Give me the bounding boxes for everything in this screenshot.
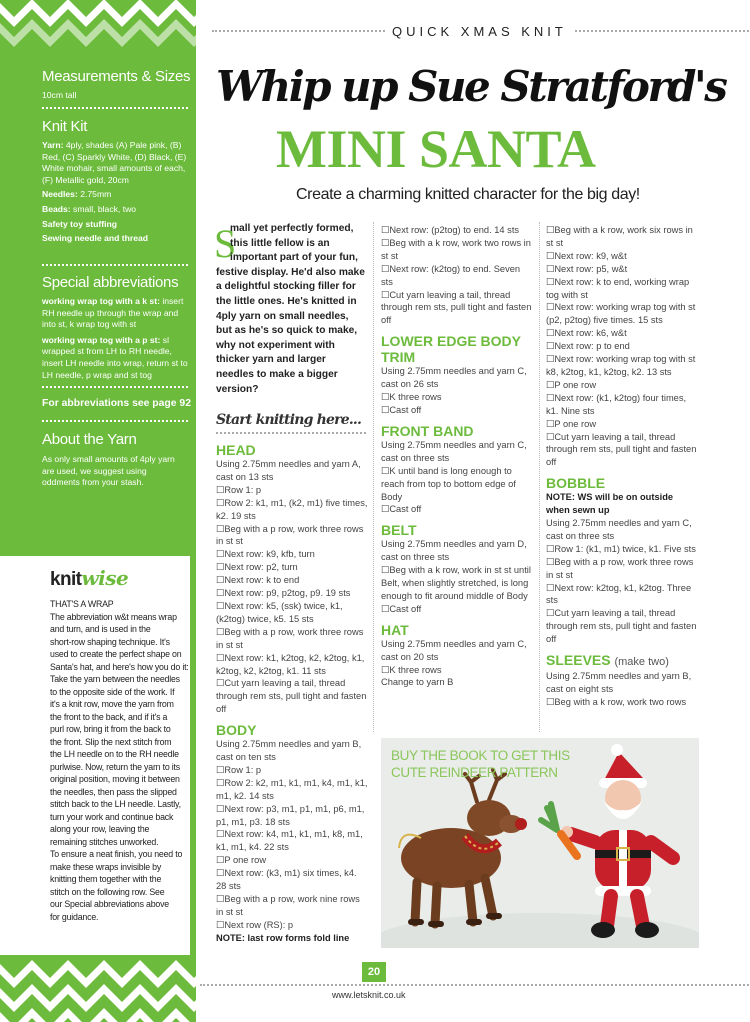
pattern-step: ☐ P one row (546, 418, 698, 431)
pattern-text: Change to yarn B (381, 677, 454, 688)
pattern-step: ☐ Next row: working wrap tog with st (p2, p2tog) five times. 15 sts (546, 301, 698, 327)
knitwise-line: remaining stitches unworked. (50, 836, 159, 847)
pattern-text: Using 2.75mm needles and yarn B, cast on eight sts (546, 671, 692, 694)
pattern-step: ☐ Next row: (p2tog) to end. 14 sts (381, 224, 533, 237)
section-heading: HEAD (216, 442, 256, 458)
section-heading: BOBBLE (546, 475, 606, 492)
pattern-step: ☐ Row 2: k2, m1, k1, m1, k4, m1, k1, m1, k2. 14 sts (216, 777, 368, 803)
section-heading: LOWER EDGE BODY TRIM (381, 333, 521, 366)
knitwise-line: turn your work and continue back (50, 811, 174, 822)
knitwise-text (50, 598, 190, 923)
knitwise-line: the LH needle on to the RH needle (50, 749, 179, 759)
pattern-step: ☐ Next row: k to end, working wrap tog with st (546, 276, 698, 302)
knitwise-line: to the opposite side of the work. If (50, 686, 175, 697)
pattern-step: ☐ Cut yarn leaving a tail, thread through rem sts, pull tight and fasten off (216, 677, 368, 716)
footer-rule (200, 984, 750, 986)
pattern-step: ☐ Beg with a p row, work nine rows in st st (216, 893, 368, 919)
knitwise-line: and turn, and is used in the (50, 624, 151, 634)
pattern-column-1 (216, 436, 368, 945)
section-heading: HAT (381, 621, 409, 638)
pattern-text: Using 2.75mm needles and yarn D, cast on three sts (381, 539, 527, 563)
kit-item-beads: Beads: small, black, two (42, 203, 137, 214)
pattern-step: ☐ Next row: k6, w&t (546, 327, 698, 340)
knitwise-heading: THAT'S A WRAP (50, 599, 114, 609)
pattern-step: ☐ Next row: p3, m1, p1, m1, p6, m1, p1, m1, p3. 18 sts (216, 803, 368, 829)
pattern-step: ☐ Next row: p9, p2tog, p9. 19 sts (216, 587, 368, 600)
pattern-step: ☐ Next row: (k2tog) to end. Seven sts (381, 263, 533, 289)
website-url[interactable]: www.letsknit.co.uk (332, 990, 406, 1000)
pattern-step: ☐ K until band is long enough to reach from top to bottom edge of Body (381, 465, 533, 504)
abbrev-item-k: working wrap tog with a k st: insert RH needle up through the wrap and into st, k wrap tog with st (42, 296, 184, 330)
section-heading: BELT (381, 522, 417, 539)
section-heading: FRONT BAND (381, 422, 474, 439)
pattern-step: ☐ Beg with a k row, work six rows in st st (546, 224, 698, 250)
pattern-step: ☐ Cut yarn leaving a tail, thread through rem sts, pull tight and fasten off (546, 607, 698, 646)
knitwise-line: along your row, leaving the (50, 824, 150, 834)
knitwise-side-bar (190, 556, 196, 955)
pattern-column-2 (381, 224, 533, 689)
knitwise-line: purlwise. Now, return the yarn to its (50, 761, 180, 772)
pattern-step: ☐ Row 1: p (216, 764, 368, 777)
title-line-2: MINI SANTA (276, 119, 596, 179)
section-heading: SLEEVES (make two) (546, 652, 669, 669)
pattern-step: ☐ Beg with a k row, work two rows (546, 696, 698, 709)
pattern-step: ☐ K three rows (381, 664, 533, 677)
page-number: 20 (362, 962, 386, 982)
abbrev-note: For abbreviations see page 92 (42, 398, 191, 409)
drop-cap: S (214, 221, 237, 266)
pattern-step: ☐ Next row: p2, turn (216, 561, 368, 574)
knit-pattern-bottom (0, 955, 196, 1022)
kit-item-stuffing: Safety toy stuffing (42, 218, 117, 229)
pattern-text: Using 2.75mm needles and yarn C, cast on three sts (381, 439, 527, 463)
pattern-step: ☐ Row 1: (k1, m1) twice, k1. Five sts (546, 543, 698, 556)
knitwise-line: knitting them together with the (50, 874, 162, 884)
pattern-text: Using 2.75mm needles and yarn C, cast on three sts (546, 518, 692, 541)
pattern-step: ☐ Next row: k to end (216, 574, 368, 587)
knitwise-line: stitch on the following row. See (50, 886, 165, 897)
pattern-step: ☐ Next row: k1, k2tog, k2, k2tog, k1, k2tog, k2, k2tog, k1. 11 sts (216, 652, 368, 678)
pattern-step: ☐ K three rows (381, 391, 533, 404)
divider (42, 264, 188, 266)
pattern-step: ☐ Next row (RS): p (216, 919, 368, 932)
knitwise-line: The abbreviation w&t means wrap (50, 611, 177, 622)
pattern-step: ☐ Beg with a p row, work three rows in st st (546, 556, 698, 582)
divider (216, 432, 366, 434)
knitwise-line: make these wraps invisible by (50, 861, 162, 872)
knitwise-line: short-row shaping technique. It's (50, 636, 170, 647)
pattern-column-3 (546, 224, 698, 709)
pattern-step: ☐ Next row: k9, w&t (546, 250, 698, 263)
knitwise-body (50, 611, 190, 924)
pattern-text: Using 2.75mm needles and yarn B, cast on ten sts (216, 739, 362, 763)
knitwise-line: Take the yarn between the needles (50, 674, 180, 684)
pattern-note: NOTE: WS will be on outside when sewn up (546, 492, 674, 516)
pattern-step: ☐ P one row (546, 379, 698, 392)
pattern-step: ☐ P one row (216, 854, 368, 867)
section-heading: BODY (216, 722, 257, 739)
pattern-step: ☐ Next row: k9, kfb, turn (216, 548, 368, 561)
kit-heading: Knit Kit (42, 118, 88, 135)
pattern-step: ☐ Next row: k2tog, k1, k2tog. Three sts (546, 582, 698, 608)
divider (42, 420, 188, 422)
pattern-step: ☐ Next row: working wrap tog with st k8, k2tog, k1, k2tog, k2. 13 sts (546, 353, 698, 379)
pattern-text: Using 2.75mm needles and yarn C, cast on 26 sts (381, 366, 527, 390)
pattern-step: ☐ Next row: k4, m1, k1, m1, k8, m1, k1, m1, k4. 22 sts (216, 828, 368, 854)
intro-text: mall yet perfectly formed, this little fellow is an important part of your fun, festive display. He'd also make a delightful stocking filler for the little ones. He's knitted in 4ply yarn on small needles, but as he's so quick to make, why not experiment with thicker yarn and larger needles to make a bigger version? (216, 223, 365, 395)
pattern-step: ☐ Next row: (k3, m1) six times, k4. 28 sts (216, 867, 368, 893)
pattern-step: ☐ Beg with a k row, work two rows in st st (381, 237, 533, 263)
abbrev-heading: Special abbreviations (42, 274, 179, 291)
pattern-step: ☐ Cut yarn leaving a tail, thread through rem sts, pull tight and fasten off (381, 289, 533, 328)
knitwise-line: original position, moving it between (50, 774, 180, 784)
kit-list (42, 140, 190, 245)
knitwise-line: the front. Slip the next stitch from (50, 736, 172, 747)
measurements-text: 10cm tall (42, 90, 77, 100)
pattern-step: ☐ Beg with a p row, work three rows in st st (216, 626, 368, 652)
knit-pattern-top (0, 0, 196, 52)
knitwise-line: stitch back to the LH needle. Lastly, (50, 799, 181, 809)
pattern-step: ☐ Row 1: p (216, 484, 368, 497)
pattern-step: ☐ Next row: k5, (ssk) twice, k1, (k2tog) twice, k5. 15 sts (216, 600, 368, 626)
pattern-step: ☐ Cast off (381, 404, 533, 417)
pattern-text: Using 2.75mm needles and yarn A, cast on 13 sts (216, 459, 361, 482)
knitwise-line: for guidance. (50, 911, 99, 922)
pattern-step: ☐ Next row: p5, w&t (546, 263, 698, 276)
subtitle: Create a charming knitted character for the big day! (296, 186, 640, 203)
pattern-step: ☐ Next row: p to end (546, 340, 698, 353)
column-divider (373, 222, 374, 732)
knitwise-line: purl row, bring it from the back to (50, 724, 171, 734)
pattern-step: ☐ Beg with a p row, work three rows in st st (216, 523, 368, 549)
pattern-step: ☐ Row 2: k1, m1, (k2, m1) five times, k2. 19 sts (216, 497, 368, 523)
section-kicker: QUICK XMAS KNIT (386, 24, 573, 39)
knitwise-line: it's a knit row, move the yarn from (50, 699, 174, 709)
title-line-1: Whip up Sue Stratford's (216, 62, 726, 111)
kit-item-yarn: Yarn: 4ply, shades (A) Pale pink, (B) Red, (C) Sparkly White, (D) Black, (E) White mohair, small amounts of each, (F) Metallic gold, 20cm (42, 140, 187, 185)
abbrev-item-p: working wrap tog with a p st: sl wrapped st from LH to RH needle, insert LH needle into wrap, return st to LH needle, p wrap and st tog (42, 334, 188, 380)
yarn-heading: About the Yarn (42, 431, 137, 448)
pattern-step: ☐ Cut yarn leaving a tail, thread through rem sts, pull tight and fasten off (546, 431, 698, 470)
knitwise-line: Santa's hat, and here's how you do it: (50, 661, 189, 672)
column-divider (539, 222, 540, 732)
knitwise-line: the needles, then pass the slipped (50, 786, 177, 797)
start-knitting-heading: Start knitting here... (216, 412, 362, 428)
measurements-heading: Measurements & Sizes (42, 68, 191, 85)
yarn-text: As only small amounts of 4ply yarn are used, we suggest using oddments from your stash. (42, 454, 175, 488)
pattern-step: ☐ Cast off (381, 603, 533, 616)
divider (42, 107, 188, 109)
divider (42, 386, 188, 388)
knitwise-line: the front to the back, and if it's a (50, 711, 168, 722)
pattern-text: Using 2.75mm needles and yarn C, cast on 20 sts (381, 638, 527, 662)
abbrev-list (42, 296, 190, 381)
knitwise-logo: knitwise (50, 566, 129, 590)
photo-caption: BUY THE BOOK TO GET THIS CUTE REINDEER PATTERN (391, 748, 570, 780)
pattern-step: ☐ Next row: (k1, k2tog) four times, k1. Nine sts (546, 392, 698, 418)
pattern-note: NOTE: last row forms fold line (216, 932, 350, 943)
knitwise-line: used to create the perfect shape on (50, 649, 182, 659)
pattern-step: ☐ Beg with a k row, work in st st until Belt, when slightly stretched, is long enough to fit around middle of Body (381, 564, 533, 603)
kit-item-sewing: Sewing needle and thread (42, 233, 149, 244)
pattern-step: ☐ Cast off (381, 503, 533, 516)
knitwise-line: To ensure a neat finish, you need to (50, 849, 183, 859)
kit-item-needles: Needles: 2.75mm (42, 189, 112, 200)
knitwise-line: our Special abbreviations above (50, 899, 169, 909)
